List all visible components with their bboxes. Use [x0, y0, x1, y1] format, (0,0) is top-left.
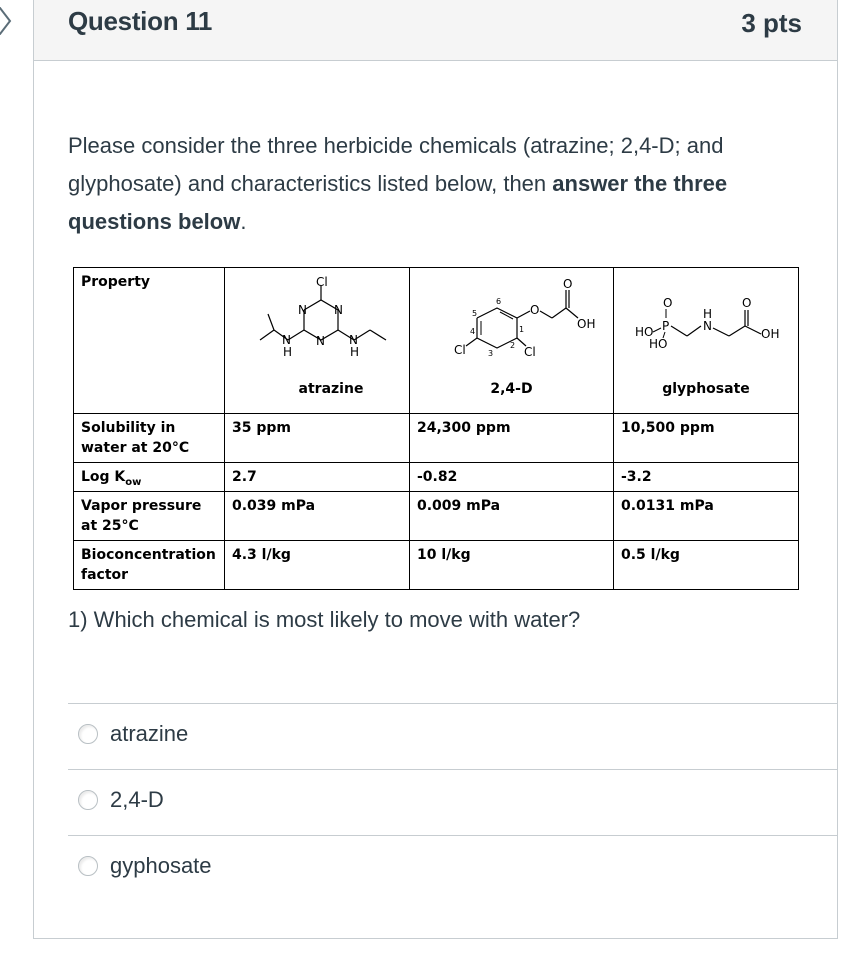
svg-text:1: 1: [518, 325, 524, 334]
answer-label[interactable]: gyphosate: [110, 853, 212, 878]
svg-text:6: 6: [495, 297, 501, 306]
answer-option[interactable]: [68, 769, 837, 835]
svg-text:HO: HO: [649, 337, 668, 351]
radio-button[interactable]: [78, 790, 98, 810]
question-text-bold: answer the three questions below: [68, 171, 728, 234]
svg-text:OH: OH: [576, 317, 595, 331]
table-header-row: [74, 268, 799, 414]
svg-text:5: 5: [471, 309, 477, 318]
row-label: Solubility in water at 20°C: [74, 414, 225, 463]
answer-label[interactable]: atrazine: [110, 721, 189, 746]
table-cell: -0.82: [410, 463, 614, 492]
table-cell: 10 l/kg: [410, 541, 614, 590]
svg-text:O: O: [562, 277, 572, 291]
row-label: Vapor pressure at 25°C: [74, 492, 225, 541]
table-row: [74, 414, 799, 463]
svg-text:4: 4: [469, 327, 475, 336]
chemical-name-glyphosate: glyphosate: [662, 381, 750, 397]
svg-text:3: 3: [487, 349, 493, 358]
table-cell: 4.3 l/kg: [225, 541, 410, 590]
table-row: [74, 463, 799, 492]
d24-structure: [422, 276, 602, 376]
svg-text:P: P: [662, 319, 670, 333]
atrazine-structure: [232, 276, 402, 376]
svg-text:O: O: [742, 296, 752, 310]
svg-text:N: N: [349, 333, 358, 347]
svg-text:O: O: [663, 296, 673, 310]
atrazine-cell: [225, 268, 410, 414]
question-points: 3 pts: [741, 8, 802, 38]
svg-text:N: N: [298, 303, 307, 317]
question-title: Question 11: [68, 6, 213, 36]
row-label: Bioconcentration factor: [74, 541, 225, 590]
svg-text:N: N: [334, 303, 343, 317]
property-header: Property: [74, 268, 225, 414]
table-cell: 0.0131 mPa: [614, 492, 799, 541]
svg-text:N: N: [282, 333, 291, 347]
svg-text:OH: OH: [761, 327, 780, 341]
answer-option[interactable]: [68, 835, 837, 901]
svg-text:N: N: [703, 319, 712, 333]
table-cell: 0.009 mPa: [410, 492, 614, 541]
row-label: Log $K_{ow}$: [74, 463, 225, 492]
glyphosate-cell: [614, 268, 799, 414]
svg-text:O: O: [529, 303, 539, 317]
table-cell: 2.7: [225, 463, 410, 492]
svg-text:H: H: [703, 307, 713, 321]
svg-text:HO: HO: [635, 325, 654, 339]
previous-question-icon[interactable]: [0, 6, 16, 36]
d24-cell: [410, 268, 614, 414]
answer-label[interactable]: 2,4-D: [110, 787, 164, 812]
svg-text:H: H: [350, 345, 360, 359]
table-cell: 35 ppm: [225, 414, 410, 463]
svg-text:Cl: Cl: [453, 343, 466, 357]
answer-option[interactable]: [68, 703, 837, 769]
table-cell: 0.5 l/kg: [614, 541, 799, 590]
answer-list: [68, 703, 837, 901]
glyphosate-structure: [621, 276, 791, 376]
table-cell: -3.2: [614, 463, 799, 492]
table-row: [74, 492, 799, 541]
question-text: Please consider the three herbicide chemicals (atrazine; 2,4-D; and glyphosate) and characteristics listed below, then answer the three questions below.: [68, 133, 728, 234]
svg-text:Cl: Cl: [523, 345, 536, 359]
svg-text:N: N: [316, 334, 325, 348]
table-cell: 10,500 ppm: [614, 414, 799, 463]
question-header: [34, 0, 837, 61]
radio-button[interactable]: [78, 856, 98, 876]
sub-question-text: 1) Which chemical is most likely to move with water?: [68, 607, 581, 632]
chemical-name-atrazine: atrazine: [298, 381, 364, 397]
atrazine-cl-label: Cl: [316, 276, 328, 289]
table-row: [74, 541, 799, 590]
radio-button[interactable]: [78, 724, 98, 744]
table-cell: 24,300 ppm: [410, 414, 614, 463]
svg-text:2: 2: [509, 341, 515, 350]
herbicide-properties-table: [73, 267, 799, 590]
chemical-name-24d: 2,4-D: [490, 381, 533, 397]
question-card: [33, 0, 838, 939]
table-cell: 0.039 mPa: [225, 492, 410, 541]
svg-text:H: H: [283, 345, 293, 359]
